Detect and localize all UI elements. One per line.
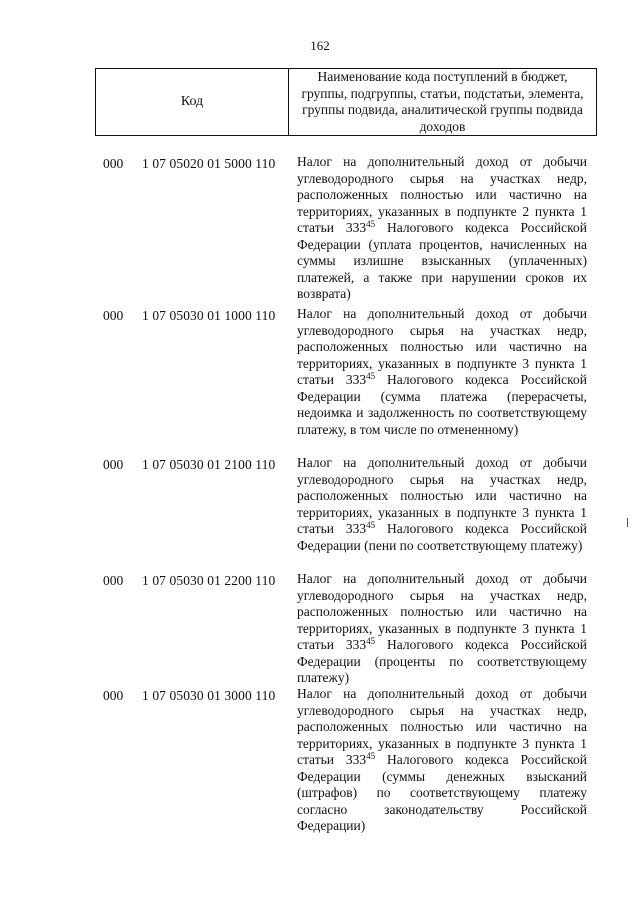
revenue-code: 1 07 05030 01 2200 110	[142, 573, 276, 588]
revenue-code: 1 07 05020 01 5000 110	[142, 156, 276, 171]
revenue-description: Налог на дополнительный доход от добычи углеводородного сырья на участках недр, расположенных полностью или частично на территориях, указанных в подпункте 3 пункта 1 статьи $333^{45}$ Налогового кодекса Российской Федерации (сумма платежа (перерасчеты, недоимка и задолженность по соответствующему платежу, в том числе по отмененному)	[297, 306, 588, 437]
table-header	[95, 68, 597, 136]
revenue-code: 1 07 05030 01 3000 110	[142, 688, 276, 703]
revenue-code: 1 07 05030 01 2100 110	[142, 457, 276, 472]
admin-code: 000	[103, 688, 124, 703]
code-column-header: Код	[96, 69, 289, 135]
name-column-header: Наименование кода поступлений в бюджет, группы, подгруппы, статьи, подстатьи, элемента, группы подвида, аналитической группы подвида доходов	[301, 69, 584, 134]
revenue-description: Налог на дополнительный доход от добычи углеводородного сырья на участках недр, расположенных полностью или частично на территориях, указанных в подпункте 3 пункта 1 статьи $333^{45}$ Налогового кодекса Российской Федерации (проценты по соответствующему платежу)	[297, 571, 588, 685]
scan-mark	[627, 518, 628, 527]
page-number: 162	[310, 38, 330, 53]
admin-code: 000	[103, 573, 124, 588]
revenue-description: Налог на дополнительный доход от добычи углеводородного сырья на участках недр, расположенных полностью или частично на территориях, указанных в подпункте 3 пункта 1 статьи $333^{45}$ Налогового кодекса Российской Федерации (пени по соответствующему платежу)	[297, 455, 588, 553]
admin-code: 000	[103, 308, 124, 323]
admin-code: 000	[103, 156, 124, 171]
revenue-description: Налог на дополнительный доход от добычи углеводородного сырья на участках недр, расположенных полностью или частично на территориях, указанных в подпункте 3 пункта 1 статьи $333^{45}$ Налогового кодекса Российской Федерации (суммы денежных взысканий (штрафов) по соответствующему платежу согласно законодательству Российской Федерации)	[297, 686, 588, 833]
admin-code: 000	[103, 457, 124, 472]
revenue-code: 1 07 05030 01 1000 110	[142, 308, 276, 323]
revenue-description: Налог на дополнительный доход от добычи углеводородного сырья на участках недр, расположенных полностью или частично на территориях, указанных в подпункте 2 пункта 1 статьи $333^{45}$ Налогового кодекса Российской Федерации (уплата процентов, начисленных на суммы излишне взысканных (уплаченных) платежей, а также при нарушении сроков их возврата)	[297, 154, 588, 301]
